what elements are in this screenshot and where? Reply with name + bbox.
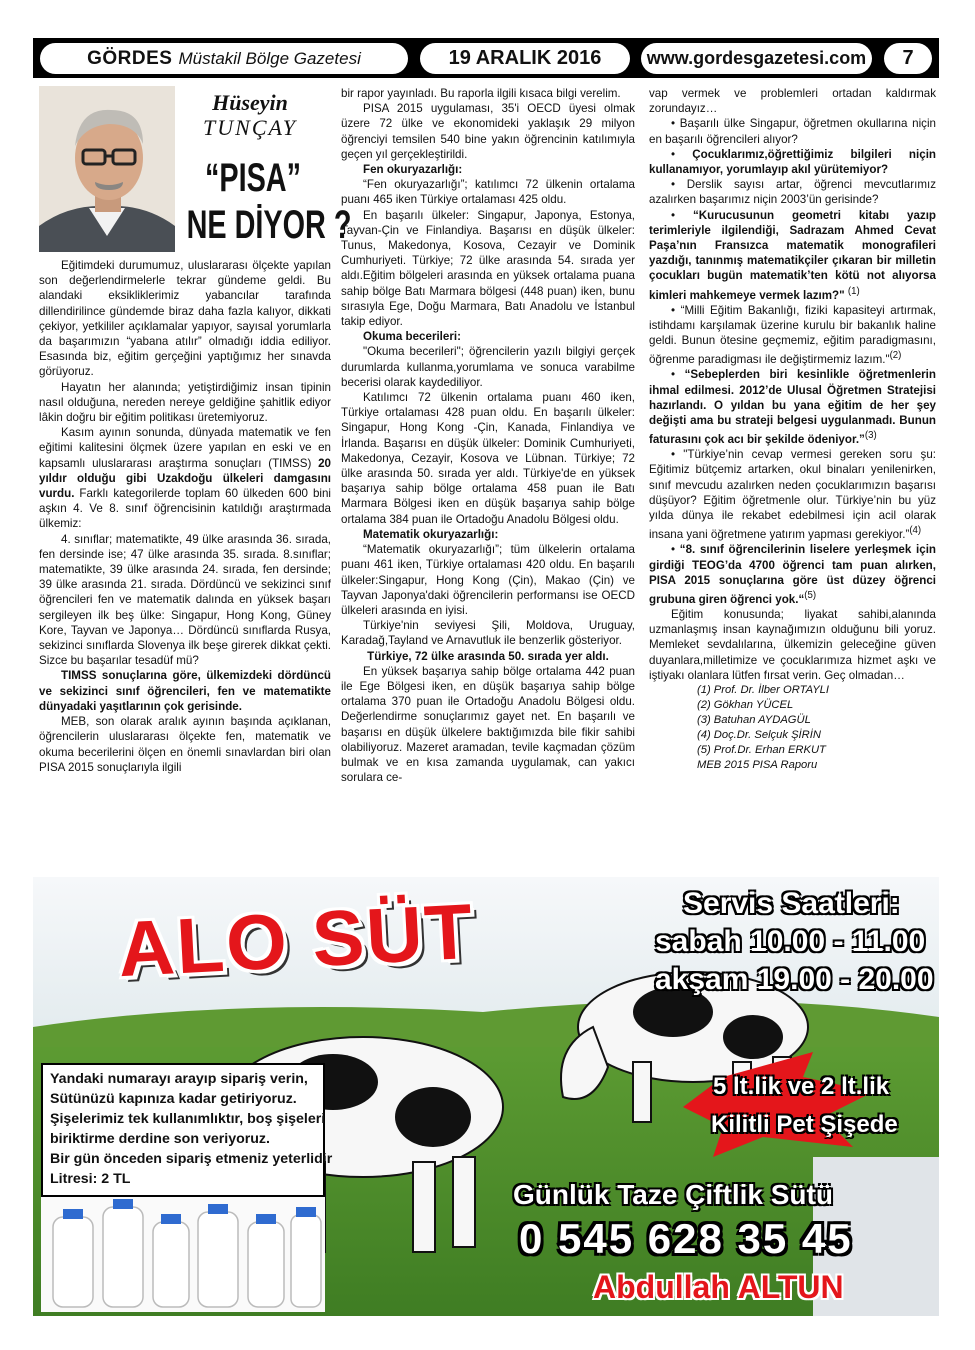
paragraph: • “Kurucusunun geometri kitabı yazıp terimleriyle ilgilendiği, Sadrazam Ahmed Cevat Paşa’nın Fransızca matematik monografileri yazdığı, tanınmış matematikçiler çıkaran bir milletin çocukları bugün matematik’ten kötü not alıyorsa kimleri mahkemeye vermek lazım?" $^{(1)}$ [649,208,936,302]
article-column-2 [341,86,635,872]
article-column-3-body [649,86,936,683]
paragraph: Fen okuryazarlığı: [363,163,463,177]
paragraph: • "Türkiye’nin cevap vermesi gereken soru şu: Eğitimiz bütçemiz artarken, okul binaları yenilenirken, sınıf mevcudu azalırken neden çocuklarımızın başarısı düşüyor? Eğitim öğretmenle olur. Türkiye’nin bu yüz yılda dünya ile rekabet edebilmesi için acil olarak insana yani öğretmene yatırım yapması gerekiyor.”$^{(4)}$ [649,448,936,542]
paragraph: Eğitim konusunda; liyakat sahibi,alanında uzmanlaşmış insan kaynağımızın olduğunu bili yoruz. Memleket sevdalılarına, ülkemizin geleceğine güven duyanlara,milletimize ve çocuklarımıza hizmet aşkı ve iştiyakı olanlara lütfen fırsat verin. Geç olmadan… [649,608,936,682]
order-info-line: Bir gün önceden sipariş etmeniz yeterlidir [50,1151,333,1167]
paragraph: Matematik okuryazarlığı: [363,527,499,541]
reference-item: (4) Doç.Dr. Selçuk ŞİRİN [697,729,821,742]
paper-title [40,43,408,74]
article-title-line1: “PISA” [204,156,302,200]
reference-item: MEB 2015 PISA Raporu [697,759,818,772]
reference-item: (2) Gökhan YÜCEL [697,699,794,712]
service-hours-title: Servis Saatleri: [683,887,900,920]
paragraph: • Başarılı ülke Singapur, öğretmen okullarına niçin en başarılı öğrencileri alıyor? [649,117,936,146]
owner-name: Abdullah ALTUN [593,1269,844,1305]
paragraph: PISA 2015 uygulaması, 35'i OECD üyesi olmak üzere 72 ülke ve ekonomideki yaklaşık 29 milyon öğrenciyi temsilen 540 bine yakın öğrencinin katılımıyla geçen yıl gerçekleştirildi. [341,102,635,161]
paragraph: En başarılı ülkeler: Singapur, Japonya, Estonya, Tayvan-Çin ve Finlandiya. Başarısı en düşük ülkeler: Tunus, Makedonya, Kosova, Cezayir ve Dominik Cumhuriyeti. Türkiye; 72 ülke arasında 54. sırada yer aldı.Eğitim bölgeleri arasında en yüksek ortalama puana sahip bölge Batı Marmara bölgesi (448 puan) iken, bunu sırasıyla Ege, Doğu Marmara, Batı Anadolu ve İstanbul takip ediyor. [341,208,635,329]
order-info-line: Yandaki numarayı arayıp sipariş verin, [50,1071,308,1087]
paragraph: TIMSS sonuçlarına göre, ülkemizdeki dördüncü ve sekizinci sınıf öğrencileri, fen ve matematikte dünyadaki yaşıtlarının çok gerisinde. [39,669,331,713]
order-info-line: Sütünüzü kapınıza kadar getiriyoruz. [50,1091,297,1107]
references-list [697,683,936,773]
article-title-line2: NE DİYOR ? [186,203,352,247]
paragraph: 4. sınıflar; matematikte, 49 ülke arasında 36. sırada, fen dersinde ise; 47 ülke arasında 35. sırada. 8.sınıflar; matematikte, 39 ülke arasında 24. sırada, fen dersinde; 39 ülke arasında 21. sırada. Dördüncü ve sekizinci sınıf öğrencileri fen ve matematik dalında en yüksek başarı sergileyen ilk beş ülke: Singapur, Hong Kong, Güney Kore, Tayvan ve Japonya… Dördüncü sınıflarda Rusya, sekizinci sınıflarda Slovenya ilk beşe girerek dikkat çekti. Sizce bu başarılar tesadüf mü? [39,532,331,668]
order-info-line: Litresi: 2 TL [50,1171,131,1187]
paragraph: • “Sebeplerden biri kesinlikle öğretmenlerin ihmal edilmesi. 2012’de Ulusal Öğretmen Stratejisi hazırlandı. O yıldan bu yana eğitim de her şey değişti ama bu strateji belgesi uygulanmadı. Bunun faturasını çok acı bir şekilde ödeniyor.”$^{(3)}$ [649,368,936,447]
bottle-size: 5 lt.lik ve 2 lt.lik [713,1073,890,1100]
issue-date: 19 ARALIK 2016 [420,43,630,74]
author-last-name: TUNÇAY [203,115,297,140]
paragraph: Türkiye, 72 ülke arasında 50. sırada yer aldı. [367,649,609,663]
author-first-name: Hüseyin [212,90,288,115]
reference-item: (1) Prof. Dr. İlber ORTAYLI [697,684,829,697]
reference-item: (3) Batuhan AYDAGÜL [697,714,811,727]
paragraph: • “8. sınıf öğrencilerinin liselere yerleşmek için girdiği TEOG’da 4700 öğrenci tam puan alırken, PISA 2015 sonuçlarına göre üst düzey öğrenci grubuna giren öğrenci yok.“$^{(5)}$ [649,543,936,606]
website-link[interactable]: www.gordesgazetesi.com [641,43,872,74]
paragraph: Türkiye'nin seviyesi Şili, Moldova, Uruguay, Karadağ,Tayland ve Arnavutluk ile benzerlik gösteriyor. [341,619,635,648]
article-column-3 [649,86,936,872]
paragraph: • Çocuklarımız,öğrettiğimiz bilgileri niçin kullanamıyor, yorumlayıp akıl yürütemiyor? [649,147,936,177]
paragraph: “Matematik okuryazarlığı”; tüm ülkelerin ortalama puanı 461 iken, Türkiye ortalaması 420 oldu. En başarılı ülkeler:Singapur, Hong Kong (Çin), Makao (Çin) ve Tayvan Japonya'daki öğrencilerin performansı ise OECD ülkeleri arasında en iyisi. [341,543,635,617]
article-column-1 [39,258,331,872]
paragraph: Kasım ayının sonunda, dünyada matematik ve fen eğitimi kalitesini ölçmek üzere yapılan en eski ve en kapsamlı uluslararası araştırma sonuçları (TIMSS) 20 yıldır olduğu gibi Uzakdoğu ülkeleri damgasını vurdu. Farklı kategorilerde toplam 60 ülkeden 600 bini aşkın 4. Ve 8. sınıf öğrencisinin katıldığı araştırmada ülkemiz: [39,426,331,531]
phone-number[interactable]: 0 545 628 35 45 [519,1215,853,1262]
paragraph: • “Milli Eğitim Bakanlığı, fiziki kapasiteyi artırmak, istihdamı karşılamak üzerine kurulu bir bakanlık haline geldi. Bunun ötesine geçmemiz, eğitim paradigmasını, öğrenme paradigması ile değiştirmemiz lazım."$^{(2)}$ [649,303,936,367]
paragraph: Okuma becerileri: [363,330,461,344]
paragraph: En yüksek başarıya sahip bölge ortalama 442 puan ile Ege Bölgesi iken, en düşük başarıya sahip bölge ortalama 370 puan ile Ortadoğu Anadolu Bölgesi oldu. Değerlendirme sonuçlarımız gayet net. En başarılı ve başarısı en düşük ülkelere baktığımızda bile fikir sahibi olabiliyoruz. Mazeret aramadan, tevile kaçmadan çözüm bulmak ve en kısa zamanda uygulamak, can yakıcı sorulara ce- [341,664,635,785]
bottle-type: Kilitli Pet Şişede [711,1111,898,1138]
paragraph: “Fen okuryazarlığı”; katılımcı 72 ülkenin ortalama puanı 465 iken Türkiye ortalaması 425 oldu. [341,178,635,207]
paragraph: Katılımcı 72 ülkenin ortalama puanı 460 iken, Türkiye ortalaması 428 puan oldu. En başarılı ülkeler: Singapur, Hong Kong -Çin, Kanada, Finlandiya ve İrlanda. Başarısı en düşük ülkeler: Dominik Cumhuriyeti, Makedonya, Cezayir, Kosova ve Lübnan. Türkiye; 72 ülke arasında 50. sırada yer aldı. Türkiye'de en yüksek başarıya sahip bölge ortalama 458 puan ile Batı Marmara Bölgesi iken en düşük başarıya sahip bölge ortalama 384 puan ile Ortadoğu Anadolu Bölgesi oldu. [341,391,635,526]
brand-logo: ALO SÜT [115,886,477,994]
service-morning: sabah 10.00 - 11.00 [655,925,926,958]
alo-sut-advertisement [33,877,939,1316]
paragraph: Eğitimdeki durumumuz, uluslararası ölçekte yapılan son değerlendirmelerle tekrar gündeme geldi. Bu alandaki eksikliklerimiz yabancılar tarafında dillendirilince gündemde biraz daha fazla kalıyor, dikkati çekiyor, yetkililer açıklamalar yapıyor, sayısal yorumlarla da başarımızın “yabana atılır” olmadığı iddia ediliyor. Esasında biz, eğitim gerçeğini yaptığımız her sınavda görüyoruz. [39,259,331,379]
order-info-line: Şişelerimiz tek kullanımlıktır, boş şişeleri [50,1111,326,1127]
paragraph: MEB, son olarak aralık ayının başında açıklanan, öğrencilerin uluslararası ölçekte fen, matematik ve okuma becerilerini ölçen en önemli sınavlardan biri olan PISA 2015 sonuçlarıyla ilgili [39,715,331,774]
service-evening: akşam 19.00 - 20.00 [655,963,934,996]
order-info-line: biriktirme derdine son veriyoruz. [50,1131,270,1147]
paper-name: GÖRDES [87,47,173,69]
slogan: Günlük Taze Çiftlik Sütü [513,1179,833,1210]
paragraph: bir rapor yayınladı. Bu raporla ilgili kısaca bilgi verelim. [341,87,621,100]
paper-subtitle: Müstakil Bölge Gazetesi [178,48,361,68]
reference-item: (5) Prof.Dr. Erhan ERKUT [697,744,826,757]
page-number: 7 [884,43,932,74]
paragraph: vap vermek ve problemleri ortadan kaldırmak zorundayız… [649,87,936,116]
order-info-box [41,1063,333,1197]
paragraph: • Derslik sayısı artar, öğrenci mevcutlarımız azalırken başarımız niçin 2003’ün gerisinde? [649,178,936,207]
author-photo [39,86,175,252]
paragraph: Hayatın her alanında; yetiştirdiğimiz insan tipinin nasıl olduğuna, nereden nereye geldiğine şahitlik ediyor lâkin doğru bir eğitim politikası üretemiyoruz. [39,380,331,425]
paragraph: "Okuma becerileri"; öğrencilerin yazılı bilgiyi gerçek durumlarda kullanma,yorumlama ve sonuca varabilme becerisi olarak kaydediliyor. [341,345,635,389]
